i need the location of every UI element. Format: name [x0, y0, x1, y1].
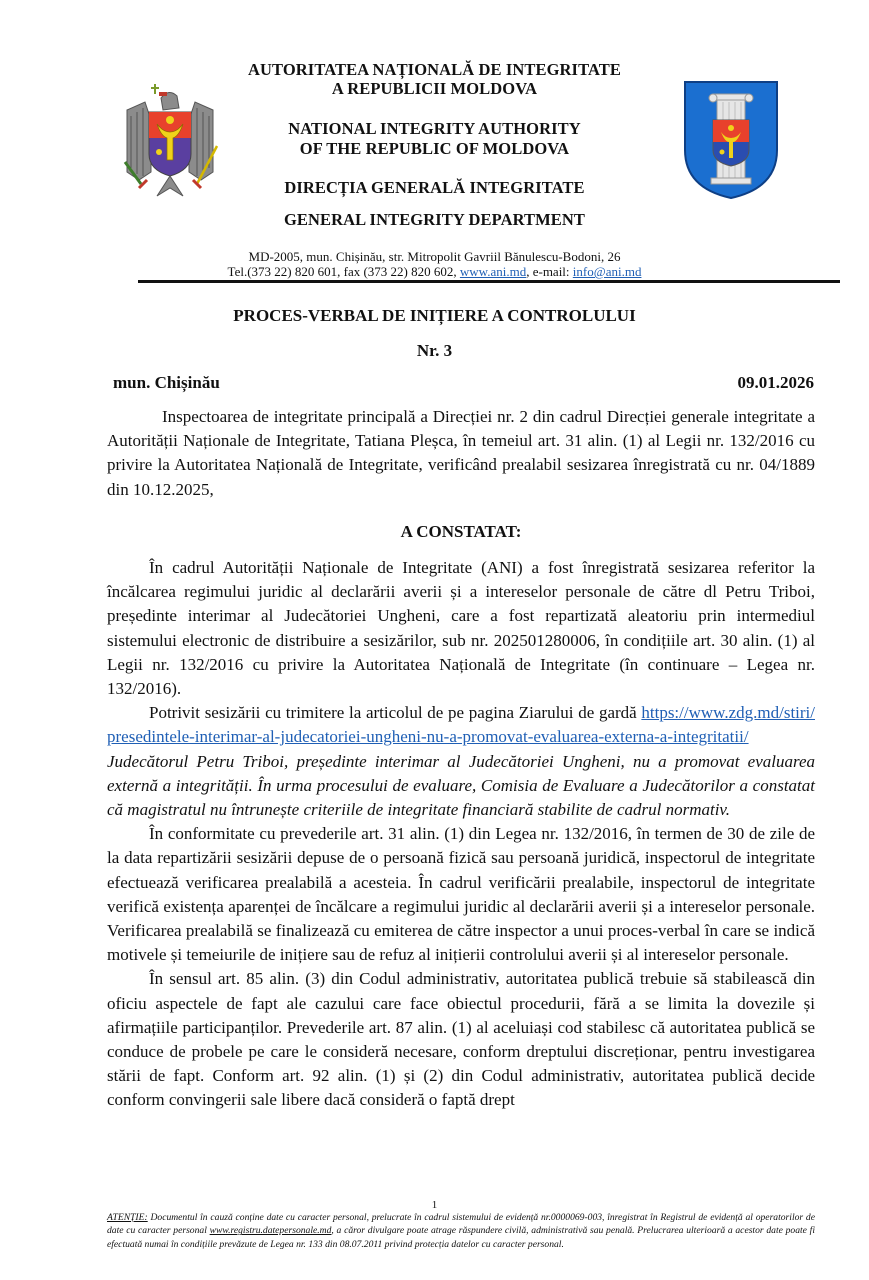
document-number: Nr. 3 — [416, 341, 453, 360]
org-name-en-line1: NATIONAL INTEGRITY AUTHORITY — [288, 119, 581, 138]
document-body — [107, 405, 815, 1113]
document-place: mun. Chișinău — [113, 373, 220, 392]
contact-line — [0, 264, 869, 280]
zdg-article-link[interactable]: https://www.zdg.md/stiri/presedintele-interimar-al-judecatoriei-ungheni-nu-a-promovat-evaluarea-externa-a-integritatii/ — [107, 703, 815, 747]
paragraph-2 — [107, 701, 815, 822]
document-date: 09.01.2026 — [737, 373, 814, 392]
notice-label: ATENȚIE: — [107, 1212, 148, 1223]
email-link[interactable]: info@ani.md — [572, 264, 642, 279]
website-link[interactable]: www.ani.md — [459, 264, 527, 279]
org-name-en-line2: OF THE REPUBLIC OF MOLDOVA — [299, 139, 570, 158]
paragraph-1: În cadrul Autorității Naționale de Integritate (ANI) a fost înregistrată sesizarea referitor la încălcarea regimului juridic al declarării averii și a intereselor personale de către dl Petru Triboi, președinte interimar al Judecătoriei Ungheni, care a fost repartizată aleatoriu prin intermediul sistemului electronic de distribuire a sesizărilor, sub nr. 202501280006, în condițiile art. 30 alin. (1) al Legii nr. 132/2016 cu privire la Autoritatea Națională de Integritate (în continuare – Legea nr. 132/2016). — [107, 558, 815, 699]
quoted-article-text: Judecătorul Petru Triboi, președinte interimar al Judecătoriei Ungheni, nu a promovat evaluarea externă a integrității. În urma procesului de evaluare, Comisia de Evaluare a Judecătorilor a constatat că magistratul nu întrunește criteriile de integritate financiară stabilite de cadrul normativ. — [107, 751, 815, 820]
registry-link[interactable]: www.registru.datepersonale.md — [209, 1225, 332, 1237]
personal-data-notice — [107, 1211, 815, 1251]
paragraph-3: În conformitate cu prevederile art. 31 alin. (1) din Legea nr. 132/2016, în termen de 30 de zile de la data repartizării sesizării depuse de o persoană fizică sau persoană juridică, inspectorul de integritate efectuează verificarea prealabilă a acesteia. În cadrul verificării prealabile, inspectorul de integritate verifică existența aparenței de încălcare a regimului juridic al declarării averii și a intereselor personale. Verificarea prealabilă se finalizează cu emiterea de către inspector a unui proces-verbal în care se indică motivele și temeiurile de inițiere sau de refuz al inițierii controlului averii și al intereselor personale. — [107, 824, 815, 965]
notice-text-1: Documentul în cauză conține date cu caracter personal, prelucrate în cadrul sistemului de evidență nr.0000069-003, înregistrat în Registrul de evidență al operatorilor de date cu caracter personal — [107, 1212, 815, 1237]
document-title: PROCES-VERBAL DE INIȚIERE A CONTROLULUI — [233, 306, 636, 325]
org-name-ro-line2: A REPUBLICII MOLDOVA — [331, 79, 538, 98]
header-divider — [138, 280, 840, 283]
email-label: , e-mail: — [526, 264, 573, 279]
postal-address: MD-2005, mun. Chișinău, str. Mitropolit Gavriil Bănulescu-Bodoni, 26 — [248, 249, 621, 264]
phone-fax-text: Tel.(373 22) 820 601, fax (373 22) 820 602, — [227, 264, 460, 279]
department-name-en: GENERAL INTEGRITY DEPARTMENT — [283, 210, 586, 229]
page-number: 1 — [431, 1199, 438, 1211]
intro-paragraph: Inspectoarea de integritate principală a Direcției nr. 2 din cadrul Direcției generale integritate a Autorității Naționale de Integritate, Tatiana Pleșca, în temeiul art. 31 alin. (1) al Legii nr. 132/2016 cu privire la Autoritatea Națională de Integritate, verificând prealabil sesizarea înregistrată cu nr. 04/1889 din 10.12.2025, — [107, 407, 815, 499]
section-heading: A CONSTATAT: — [400, 521, 522, 541]
paragraph-2-text: Potrivit sesizării cu trimitere la articolul de pe pagina Ziarului de gardă — [149, 703, 642, 723]
org-name-ro-line1: AUTORITATEA NAȚIONALĂ DE INTEGRITATE — [248, 60, 621, 79]
paragraph-4: În sensul art. 85 alin. (3) din Codul administrativ, autoritatea publică trebuie să stabilească din oficiu aspectele de fapt ale cazului care face obiectul procedurii, fără a se limita la dovezile și afirmațiile participanților. Prevederile art. 87 alin. (1) al aceluiași cod stabilesc că autoritatea publică se conduce de probele pe care le consideră necesare, conform dreptului discreționar, pentru investigarea stării de fapt. Conform art. 92 alin. (1) și (2) din Codul administrativ, autoritatea publică decide conform convingerii sale libere dacă consideră o faptă drept — [107, 969, 815, 1110]
notice-text-2: , a căror divulgare poate atrage răspundere civilă, administrativă sau penală. Prelucrarea ulterioară a acestor date poate fi efectuată numai în condițiile prevăzute de Legea nr. 133 din 08.07.2011 privind protecția datelor cu caracter personal. — [107, 1225, 815, 1250]
department-name-ro: DIRECȚIA GENERALĂ INTEGRITATE — [284, 178, 585, 197]
